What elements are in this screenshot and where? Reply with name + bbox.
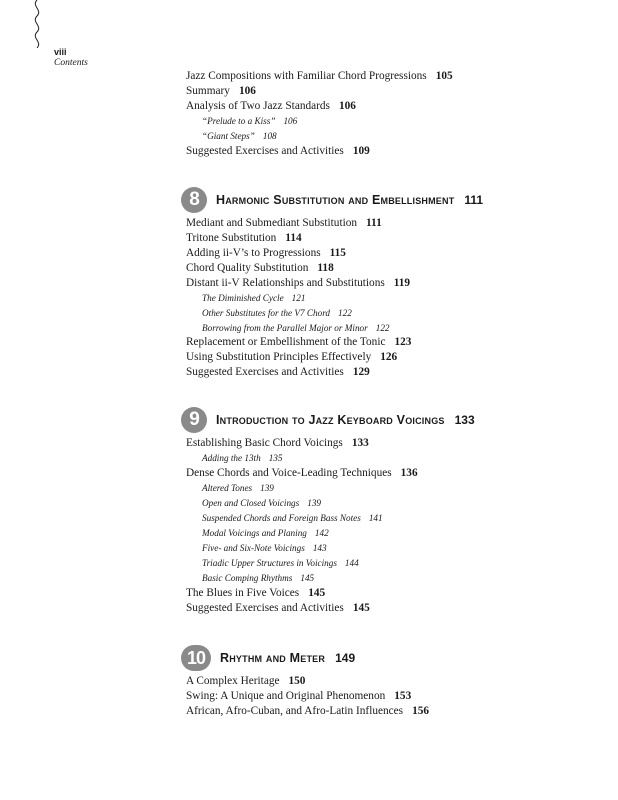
entry-page: 114 <box>285 232 302 244</box>
entry-page: 106 <box>338 100 356 112</box>
entry-title: “Prelude to a Kiss” <box>202 116 276 126</box>
entry-page: 122 <box>338 308 352 318</box>
toc-entry[interactable] <box>186 350 397 364</box>
toc-entry[interactable] <box>186 466 418 480</box>
toc-entry[interactable] <box>186 246 346 260</box>
chapter-number-badge: 8 <box>181 187 207 213</box>
toc-entry[interactable] <box>186 335 411 349</box>
entry-title: Analysis of Two Jazz Standards <box>186 100 330 112</box>
entry-title: Using Substitution Principles Effectively <box>186 351 372 363</box>
chapter-title: Harmonic Substitution and Embellishment <box>216 193 455 207</box>
entry-page: 108 <box>262 131 277 141</box>
entry-page: 145 <box>308 587 326 599</box>
chapter-heading-10[interactable] <box>181 644 355 672</box>
chapter-page: 111 <box>464 193 484 207</box>
toc-entry[interactable] <box>186 689 411 703</box>
toc-entry[interactable] <box>186 69 453 83</box>
entry-title: Borrowing from the Parallel Major or Minor <box>202 323 368 333</box>
entry-page: 121 <box>291 293 306 303</box>
entry-title: Altered Tones <box>202 483 253 493</box>
chapter-title: Introduction to Jazz Keyboard Voicings <box>216 413 445 427</box>
entry-page: 105 <box>435 70 453 82</box>
toc-entry[interactable] <box>186 601 370 615</box>
entry-page: 150 <box>288 675 306 687</box>
toc-entry[interactable] <box>186 99 356 113</box>
toc-subentry[interactable] <box>202 129 277 143</box>
entry-page: 111 <box>366 217 382 229</box>
entry-title: Swing: A Unique and Original Phenomenon <box>186 690 386 702</box>
entry-page: 145 <box>300 573 315 583</box>
margin-squiggle <box>29 0 53 48</box>
entry-title: Chord Quality Substitution <box>186 262 309 274</box>
entry-page: 156 <box>412 705 430 717</box>
chapter-heading-9[interactable] <box>181 406 475 434</box>
entry-title: “Giant Steps” <box>202 131 255 141</box>
entry-page: 139 <box>260 483 274 493</box>
entry-page: 133 <box>351 437 369 449</box>
entry-page: 145 <box>352 602 370 614</box>
toc-subentry[interactable] <box>202 571 314 585</box>
toc-subentry[interactable] <box>202 496 321 510</box>
entry-title: Modal Voicings and Planing <box>202 528 307 538</box>
entry-page: 135 <box>268 453 283 463</box>
toc-entry[interactable] <box>186 231 302 245</box>
entry-page: 144 <box>344 558 359 568</box>
entry-page: 106 <box>238 85 256 97</box>
page-folio: viii <box>54 47 67 57</box>
entry-page: 118 <box>317 262 334 274</box>
entry-title: Basic Comping Rhythms <box>202 573 293 583</box>
entry-title: A Complex Heritage <box>186 675 280 687</box>
entry-title: Establishing Basic Chord Voicings <box>186 437 343 449</box>
toc-subentry[interactable] <box>202 481 274 495</box>
toc-entry[interactable] <box>186 84 256 98</box>
entry-title: Suspended Chords and Foreign Bass Notes <box>202 513 361 523</box>
toc-entry[interactable] <box>186 365 370 379</box>
entry-title: Adding ii-V’s to Progressions <box>186 247 321 259</box>
toc-subentry[interactable] <box>202 321 390 335</box>
entry-title: Distant ii-V Relationships and Substitutions <box>186 277 385 289</box>
entry-page: 119 <box>393 277 411 289</box>
entry-title: Other Substitutes for the V7 Chord <box>202 308 331 318</box>
chapter-number-badge: 9 <box>181 407 207 433</box>
toc-subentry[interactable] <box>202 306 352 320</box>
entry-title: The Diminished Cycle <box>202 293 284 303</box>
entry-page: 122 <box>375 323 390 333</box>
toc-subentry[interactable] <box>202 541 327 555</box>
toc-subentry[interactable] <box>202 451 282 465</box>
entry-page: 153 <box>394 690 412 702</box>
entry-title: Tritone Substitution <box>186 232 277 244</box>
entry-page: 126 <box>380 351 398 363</box>
toc-entry[interactable] <box>186 261 334 275</box>
entry-title: Mediant and Submediant Substitution <box>186 217 358 229</box>
toc-entry[interactable] <box>186 586 325 600</box>
entry-title: Dense Chords and Voice-Leading Techniques <box>186 467 392 479</box>
entry-title: Replacement or Embellishment of the Tonic <box>186 336 386 348</box>
entry-page: 143 <box>312 543 327 553</box>
toc-subentry[interactable] <box>202 556 359 570</box>
entry-page: 139 <box>307 498 322 508</box>
entry-title: Suggested Exercises and Activities <box>186 602 344 614</box>
entry-page: 141 <box>368 513 383 523</box>
chapter-page: 149 <box>335 651 356 665</box>
entry-page: 123 <box>394 336 412 348</box>
entry-title: Five- and Six-Note Voicings <box>202 543 305 553</box>
toc-subentry[interactable] <box>202 526 329 540</box>
toc-entry[interactable] <box>186 276 410 290</box>
toc-entry[interactable] <box>186 216 382 230</box>
toc-subentry[interactable] <box>202 291 305 305</box>
entry-title: African, Afro-Cuban, and Afro-Latin Influences <box>186 705 404 717</box>
toc-subentry[interactable] <box>202 114 297 128</box>
entry-page: 129 <box>352 366 370 378</box>
entry-title: The Blues in Five Voices <box>186 587 300 599</box>
entry-page: 109 <box>352 145 370 157</box>
entry-page: 115 <box>329 247 346 259</box>
chapter-page: 133 <box>454 413 475 427</box>
entry-page: 142 <box>314 528 329 538</box>
chapter-number-badge: 10 <box>181 645 211 671</box>
toc-subentry[interactable] <box>202 511 383 525</box>
toc-entry[interactable] <box>186 674 305 688</box>
entry-title: Open and Closed Voicings <box>202 498 300 508</box>
entry-title: Suggested Exercises and Activities <box>186 145 344 157</box>
chapter-title: Rhythm and Meter <box>220 651 326 665</box>
toc-entry[interactable] <box>186 704 429 718</box>
toc-entry[interactable] <box>186 144 370 158</box>
entry-title: Adding the 13th <box>202 453 261 463</box>
running-title: Contents <box>54 58 88 68</box>
entry-page: 106 <box>283 116 298 126</box>
entry-title: Triadic Upper Structures in Voicings <box>202 558 337 568</box>
entry-title: Jazz Compositions with Familiar Chord Progressions <box>186 70 427 82</box>
entry-page: 136 <box>400 467 418 479</box>
chapter-heading-8[interactable] <box>181 186 483 214</box>
entry-title: Summary <box>186 85 230 97</box>
entry-title: Suggested Exercises and Activities <box>186 366 344 378</box>
toc-entry[interactable] <box>186 436 369 450</box>
